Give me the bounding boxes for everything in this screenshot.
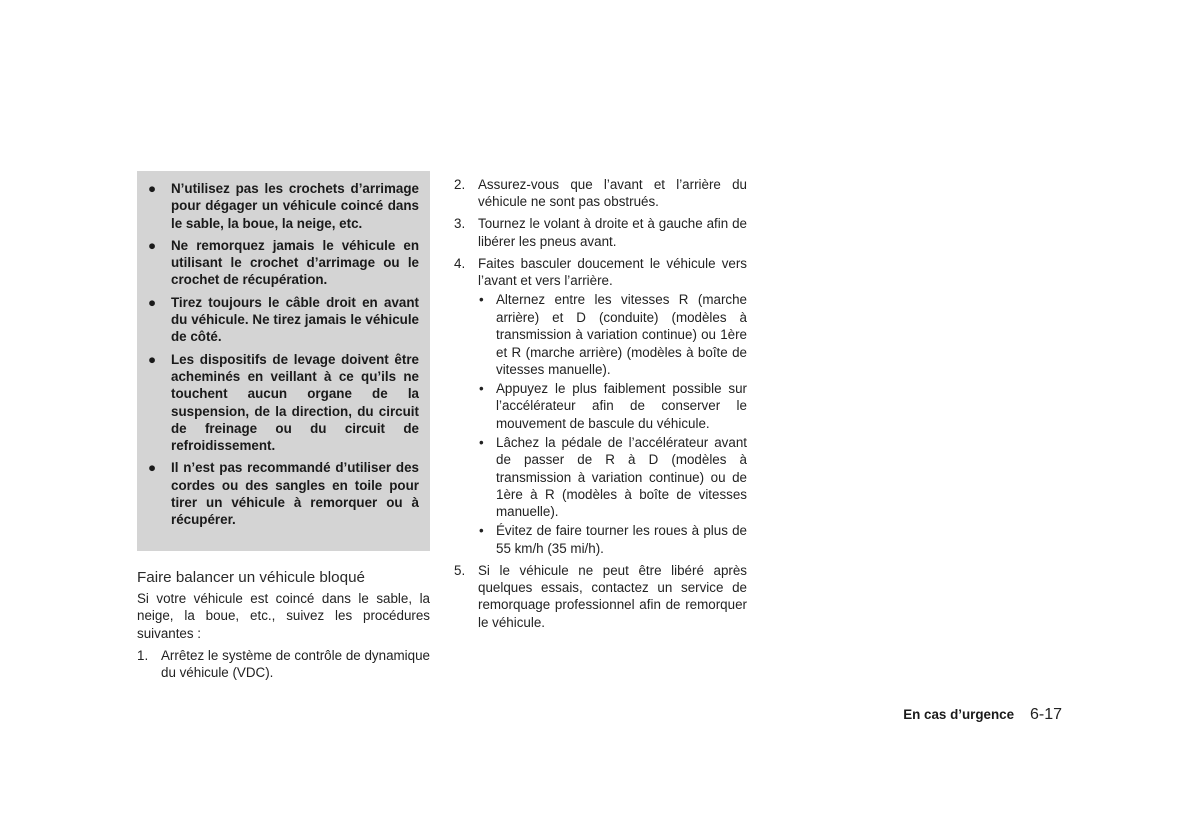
sub-list <box>478 291 747 557</box>
step-text: Arrêtez le système de contrôle de dynamique du véhicule (VDC). <box>161 648 430 681</box>
warning-item <box>148 237 419 289</box>
warning-text: Tirez toujours le câble droit en avant du véhicule. Ne tirez jamais le véhicule de côté. <box>171 294 419 345</box>
sub-item <box>478 522 747 557</box>
procedure-steps-left <box>137 647 430 686</box>
warning-box <box>137 171 430 551</box>
bullet-icon: ● <box>148 294 157 310</box>
bullet-icon: • <box>479 380 484 396</box>
section-title: Faire balancer un véhicule bloqué <box>137 569 365 586</box>
warning-text: N’utilisez pas les crochets d’arrimage pour dégager un véhicule coincé dans le sable, la boue, la neige, etc. <box>171 181 419 231</box>
bullet-icon: ● <box>148 237 157 253</box>
sub-item-text: Lâchez la pédale de l’accélérateur avant de passer de R à D (modèles à transmission à variation continue) ou de 1ère à R (modèles à boîte de vitesses manuelle). <box>496 434 747 520</box>
step-text: Tournez le volant à droite et à gauche afin de libérer les pneus avant. <box>478 216 747 249</box>
step-text: Assurez-vous que l’avant et l’arrière du véhicule ne sont pas obstrués. <box>478 177 747 210</box>
procedure-step <box>454 255 747 557</box>
procedure-step <box>454 562 747 632</box>
bullet-icon: • <box>479 523 484 539</box>
bullet-icon: ● <box>148 181 157 196</box>
step-text: Faites basculer doucement le véhicule vers l’avant et vers l’arrière. <box>478 255 747 289</box>
warning-list <box>148 180 419 529</box>
bullet-icon: ● <box>148 351 157 367</box>
warning-item <box>148 351 419 455</box>
warning-item <box>148 180 419 232</box>
sub-item-text: Appuyez le plus faiblement possible sur l’accélérateur afin de conserver le mouvement de bascule du véhicule. <box>496 380 747 431</box>
page-footer <box>903 704 1062 725</box>
sub-item <box>478 434 747 521</box>
step-number: 3. <box>454 216 466 232</box>
warning-text: Il n’est pas recommandé d’utiliser des cordes ou des sangles en toile pour tirer un véhicule à remorquer ou à récupérer. <box>171 460 419 528</box>
step-number: 2. <box>454 177 466 192</box>
intro-text: Si votre véhicule est coincé dans le sable, la neige, la boue, etc., suivez les procédures suivantes : <box>137 591 430 641</box>
sub-item <box>478 380 747 432</box>
sub-item-text: Alternez entre les vitesses R (marche arrière) et D (conduite) (modèles à transmission à variation continue) ou 1ère et R (marche arrière) (modèles à boîte de vitesses manuelle). <box>496 292 747 378</box>
footer-section-title: En cas d’urgence <box>903 707 1015 722</box>
step-number: 1. <box>137 648 149 663</box>
page-number: 6-17 <box>1029 706 1062 723</box>
warning-text: Les dispositifs de levage doivent être acheminés en veillant à ce qu’ils ne touchent aucun organe de la suspension, de la direction, du circuit de freinage ou du circuit de refroidissement. <box>171 351 419 454</box>
warning-text: Ne remorquez jamais le véhicule en utilisant le crochet d’arrimage ou le crochet de récupération. <box>171 237 419 288</box>
step-number: 5. <box>454 562 466 578</box>
procedure-step <box>454 176 747 211</box>
warning-item <box>148 459 419 528</box>
bullet-icon: • <box>479 434 484 450</box>
bullet-icon: • <box>479 292 484 308</box>
procedure-steps-right <box>454 176 747 636</box>
bullet-icon: ● <box>148 460 157 476</box>
procedure-step <box>454 215 747 250</box>
sub-item-text: Évitez de faire tourner les roues à plus de 55 km/h (35 mi/h). <box>496 523 747 556</box>
procedure-step <box>137 647 430 682</box>
step-number: 4. <box>454 255 466 271</box>
step-text: Si le véhicule ne peut être libéré après quelques essais, contactez un service de remorquage professionnel afin de remorquer le véhicule. <box>478 562 747 630</box>
warning-item <box>148 294 419 346</box>
sub-item <box>478 291 747 378</box>
